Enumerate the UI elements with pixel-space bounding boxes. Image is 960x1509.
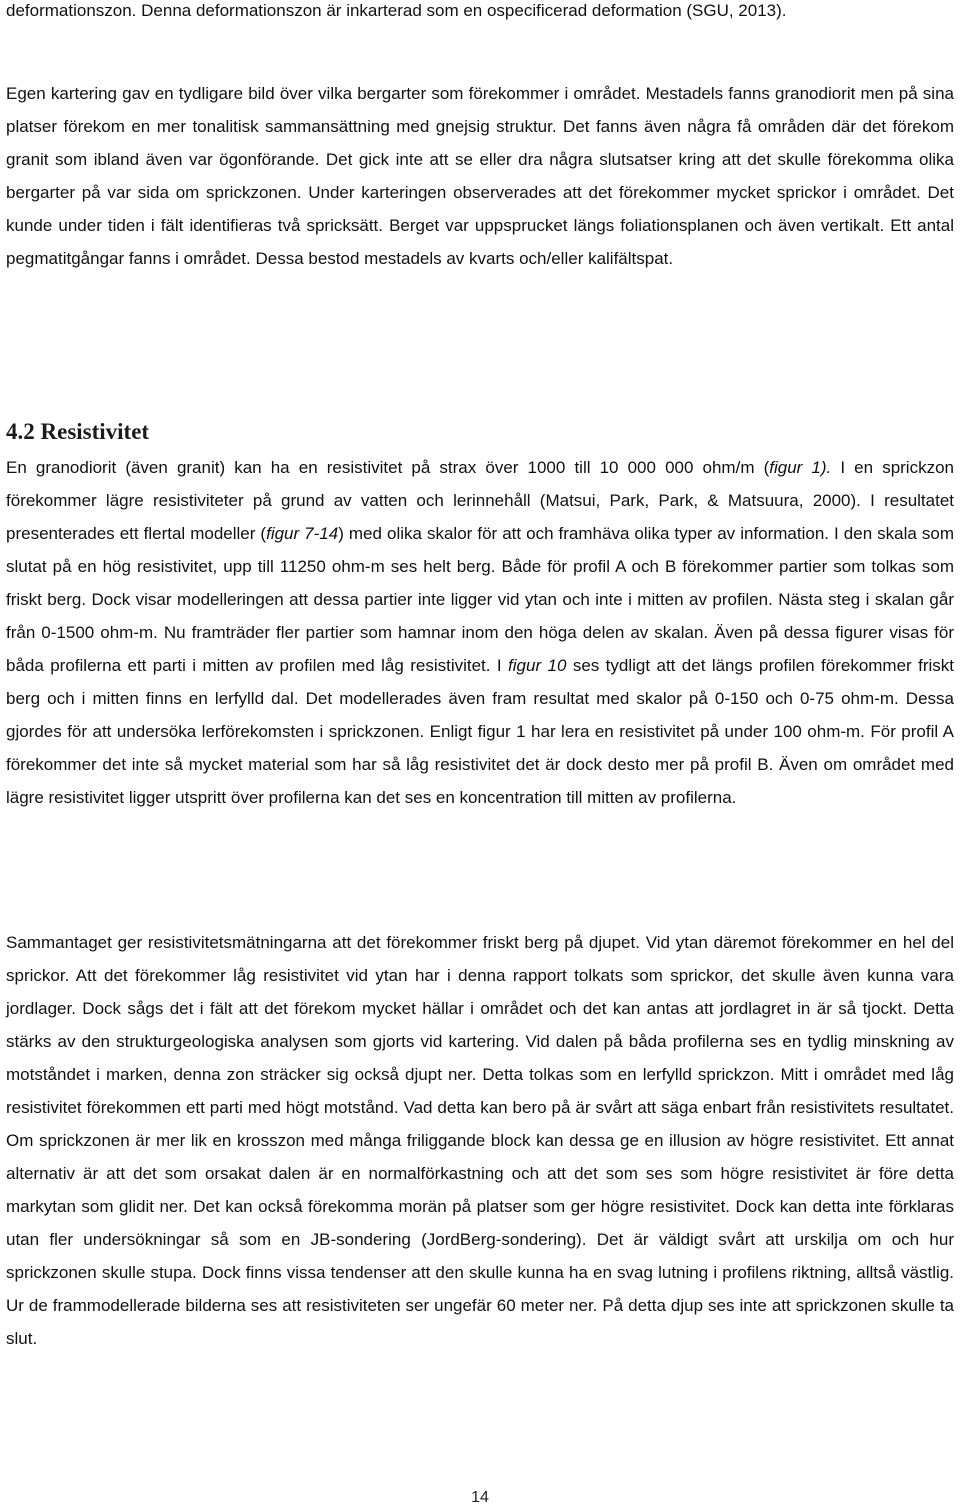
section-number: 4.2 [6,419,35,444]
resistivity-text-3: ) med olika skalor för att och framhäva olika typer av information. I den skala som slutat på en hög resistivitet, upp till 11250 ohm-m ses helt berg. Både för profil A och B förekommer partier som tolkas som friskt berg. Dock visar modelleringen att dessa partier inte ligger vid ytan och inte i mitten av profilen. Nästa steg i skalan går från 0-1500 ohm-m. Nu framträder fler partier som hamnar inom den höga delen av skalan. Även på dessa figurer visas för båda profilerna ett parti i mitten av profilen med låg resistivitet. I [6,524,954,675]
page-number: 14 [471,1489,489,1506]
paragraph-resistivity [6,451,954,814]
section-heading [6,417,149,447]
figure-reference-10: figur 10 [508,656,567,675]
paragraph-summary: Sammantaget ger resistivitetsmätningarna att det förekommer friskt berg på djupet. Vid ytan däremot förekommer en hel del sprickor. Att det förekommer låg resistivitet vid ytan har i denna rapport tolkats som sprickor, det skulle även kunna vara jordlager. Dock sågs det i fält att det förekom mycket hällar i området och det kan antas att jordlagret in är så tjockt. Detta stärks av den strukturgeologiska analysen som gjorts vid kartering. Vid dalen på båda profilerna ses en tydlig minskning av motståndet i marken, denna zon sträcker sig också djupt ner. Detta tolkas som en lerfylld sprickzon. Mitt i området med låg resistivitet förekommen ett parti med högt motstånd. Vad detta kan bero på är svårt att säga enbart från resistivitets resultatet. Om sprickzonen är mer lik en krosszon med många friliggande block kan dessa ge en illusion av högre resistivitet. Ett annat alternativ är att det som orsakat dalen är en normalförkastning och att det som ses som högre resistivitet är före detta markytan som glidit ner. Det kan också förekomma morän på platser som ger högre resistivitet. Dock kan detta inte förklaras utan fler undersökningar så som en JB-sondering (JordBerg-sondering). Det är väldigt svårt att urskilja om och hur sprickzonen skulle stupa. Dock finns vissa tendenser att den skulle kunna ha en svag lutning i profilens riktning, alltså västlig. Ur de frammodellerade bilderna ses att resistiviteten ser ungefär 60 meter ner. På detta djup ses inte att sprickzonen skulle ta slut. [6,933,954,1348]
figure-reference-7-14: figur 7-14 [266,524,339,543]
figure-reference-1: figur 1). [769,458,832,477]
paragraph-deformation-continued: deformationszon. Denna deformationszon är inkarterad som en ospecificerad deformation (SGU, 2013). [6,1,787,20]
resistivity-text-4: ses tydligt att det längs profilen förekommer friskt berg och i mitten finns en lerfylld dal. Det modellerades även fram resultat med skalor på 0-150 och 0-75 ohm-m. Dessa gjordes för att undersöka lerförekomsten i sprickzonen. Enligt figur 1 har lera en resistivitet på under 100 ohm-m. För profil A förekommer det inte så mycket material som har så låg resistivitet det är dock desto mer på profil B. Även om området med lägre resistivitet ligger utspritt över profilerna kan det ses en koncentration till mitten av profilerna. [6,656,954,807]
resistivity-text-1: En granodiorit (även granit) kan ha en resistivitet på strax över 1000 till 10 000 000 ohm/m ( [6,458,770,477]
resistivity-text-2: I en sprickzon förekommer lägre resistiviteter på grund av vatten och lerinnehåll (Matsui, Park, Park, & Matsuura, 2000). I resultatet presenterades ett flertal modeller ( [6,458,954,543]
section-title: Resistivitet [40,419,150,444]
paragraph-field-mapping: Egen kartering gav en tydligare bild över vilka bergarter som förekommer i området. Mestadels fanns granodiorit men på sina platser förekom en mer tonalitisk sammansättning med gnejsig struktur. Det fanns även några få områden där det förekom granit som ibland även var ögonförande. Det gick inte att se eller dra några slutsatser kring att det skulle förekomma olika bergarter på var sida om sprickzonen. Under karteringen observerades att det förekommer mycket sprickor i området. Det kunde under tiden i fält identifieras två spricksätt. Berget var uppsprucket längs foliationsplanen och även vertikalt. Ett antal pegmatitgångar fanns i området. Dessa bestod mestadels av kvarts och/eller kalifältspat. [6,84,954,268]
